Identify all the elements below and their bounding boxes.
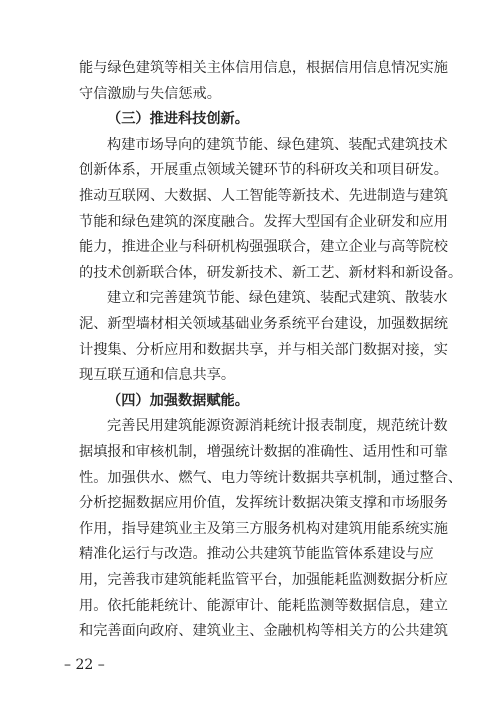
body-text-line: 据填报和审核机制，增强统计数据的准确性、适用性和可靠 (79, 444, 448, 460)
section-heading: （三）推进科技创新。 (107, 111, 249, 128)
page-number: – 22 – (64, 657, 105, 673)
body-text-line: 和完善面向政府、建筑业主、金融机构等相关方的公共建筑 (79, 623, 448, 640)
body-text-line: 创新体系，开展重点领域关键环节的科研攻关和项目研发。 (79, 162, 448, 179)
body-text-line: 性。加强供水、燃气、电力等统计数据共享机制，通过整合、 (79, 469, 463, 486)
body-text-line: 守信激励与失信惩戒。 (79, 85, 221, 102)
body-text-line: 节能和绿色建筑的深度融合。发挥大型国有企业研发和应用 (79, 213, 448, 230)
body-text-line: 完善民用建筑能源资源消耗统计报表制度，规范统计数 (107, 418, 448, 435)
body-text-line: 用。依托能耗统计、能源审计、能耗监测等数据信息，建立 (79, 597, 448, 614)
body-text-line: 能力，推进企业与科研机构强强联合，建立企业与高等院校 (79, 239, 448, 256)
body-text-line: 推动互联网、大数据、人工智能等新技术、先进制造与建筑 (79, 188, 448, 204)
body-text-line: 的技术创新联合体，研发新技术、新工艺、新材料和新设备。 (79, 264, 463, 281)
body-text-line: 精准化运行与改造。推动公共建筑节能监管体系建设与应 (79, 546, 434, 563)
section-heading: （四）加强数据赋能。 (107, 392, 249, 409)
body-text-line: 构建市场导向的建筑节能、绿色建筑、装配式建筑技术 (107, 136, 448, 153)
body-text-line: 泥、新型墙材相关领域基础业务系统平台建设，加强数据统 (79, 316, 448, 332)
body-text-line: 作用，指导建筑业主及第三方服务机构对建筑用能系统实施 (79, 520, 448, 537)
body-text-line: 计搜集、分析应用和数据共享，并与相关部门数据对接，实 (79, 341, 448, 358)
body-text-line: 分析挖掘数据应用价值，发挥统计数据决策支撑和市场服务 (79, 495, 448, 512)
body-text-line: 能与绿色建筑等相关主体信用信息，根据信用信息情况实施 (79, 60, 448, 76)
body-text-line: 用，完善我市建筑能耗监管平台，加强能耗监测数据分析应 (79, 572, 448, 588)
body-text-line: 建立和完善建筑节能、绿色建筑、装配式建筑、散装水 (107, 290, 448, 307)
body-text-line: 现互联互通和信息共享。 (79, 367, 236, 384)
